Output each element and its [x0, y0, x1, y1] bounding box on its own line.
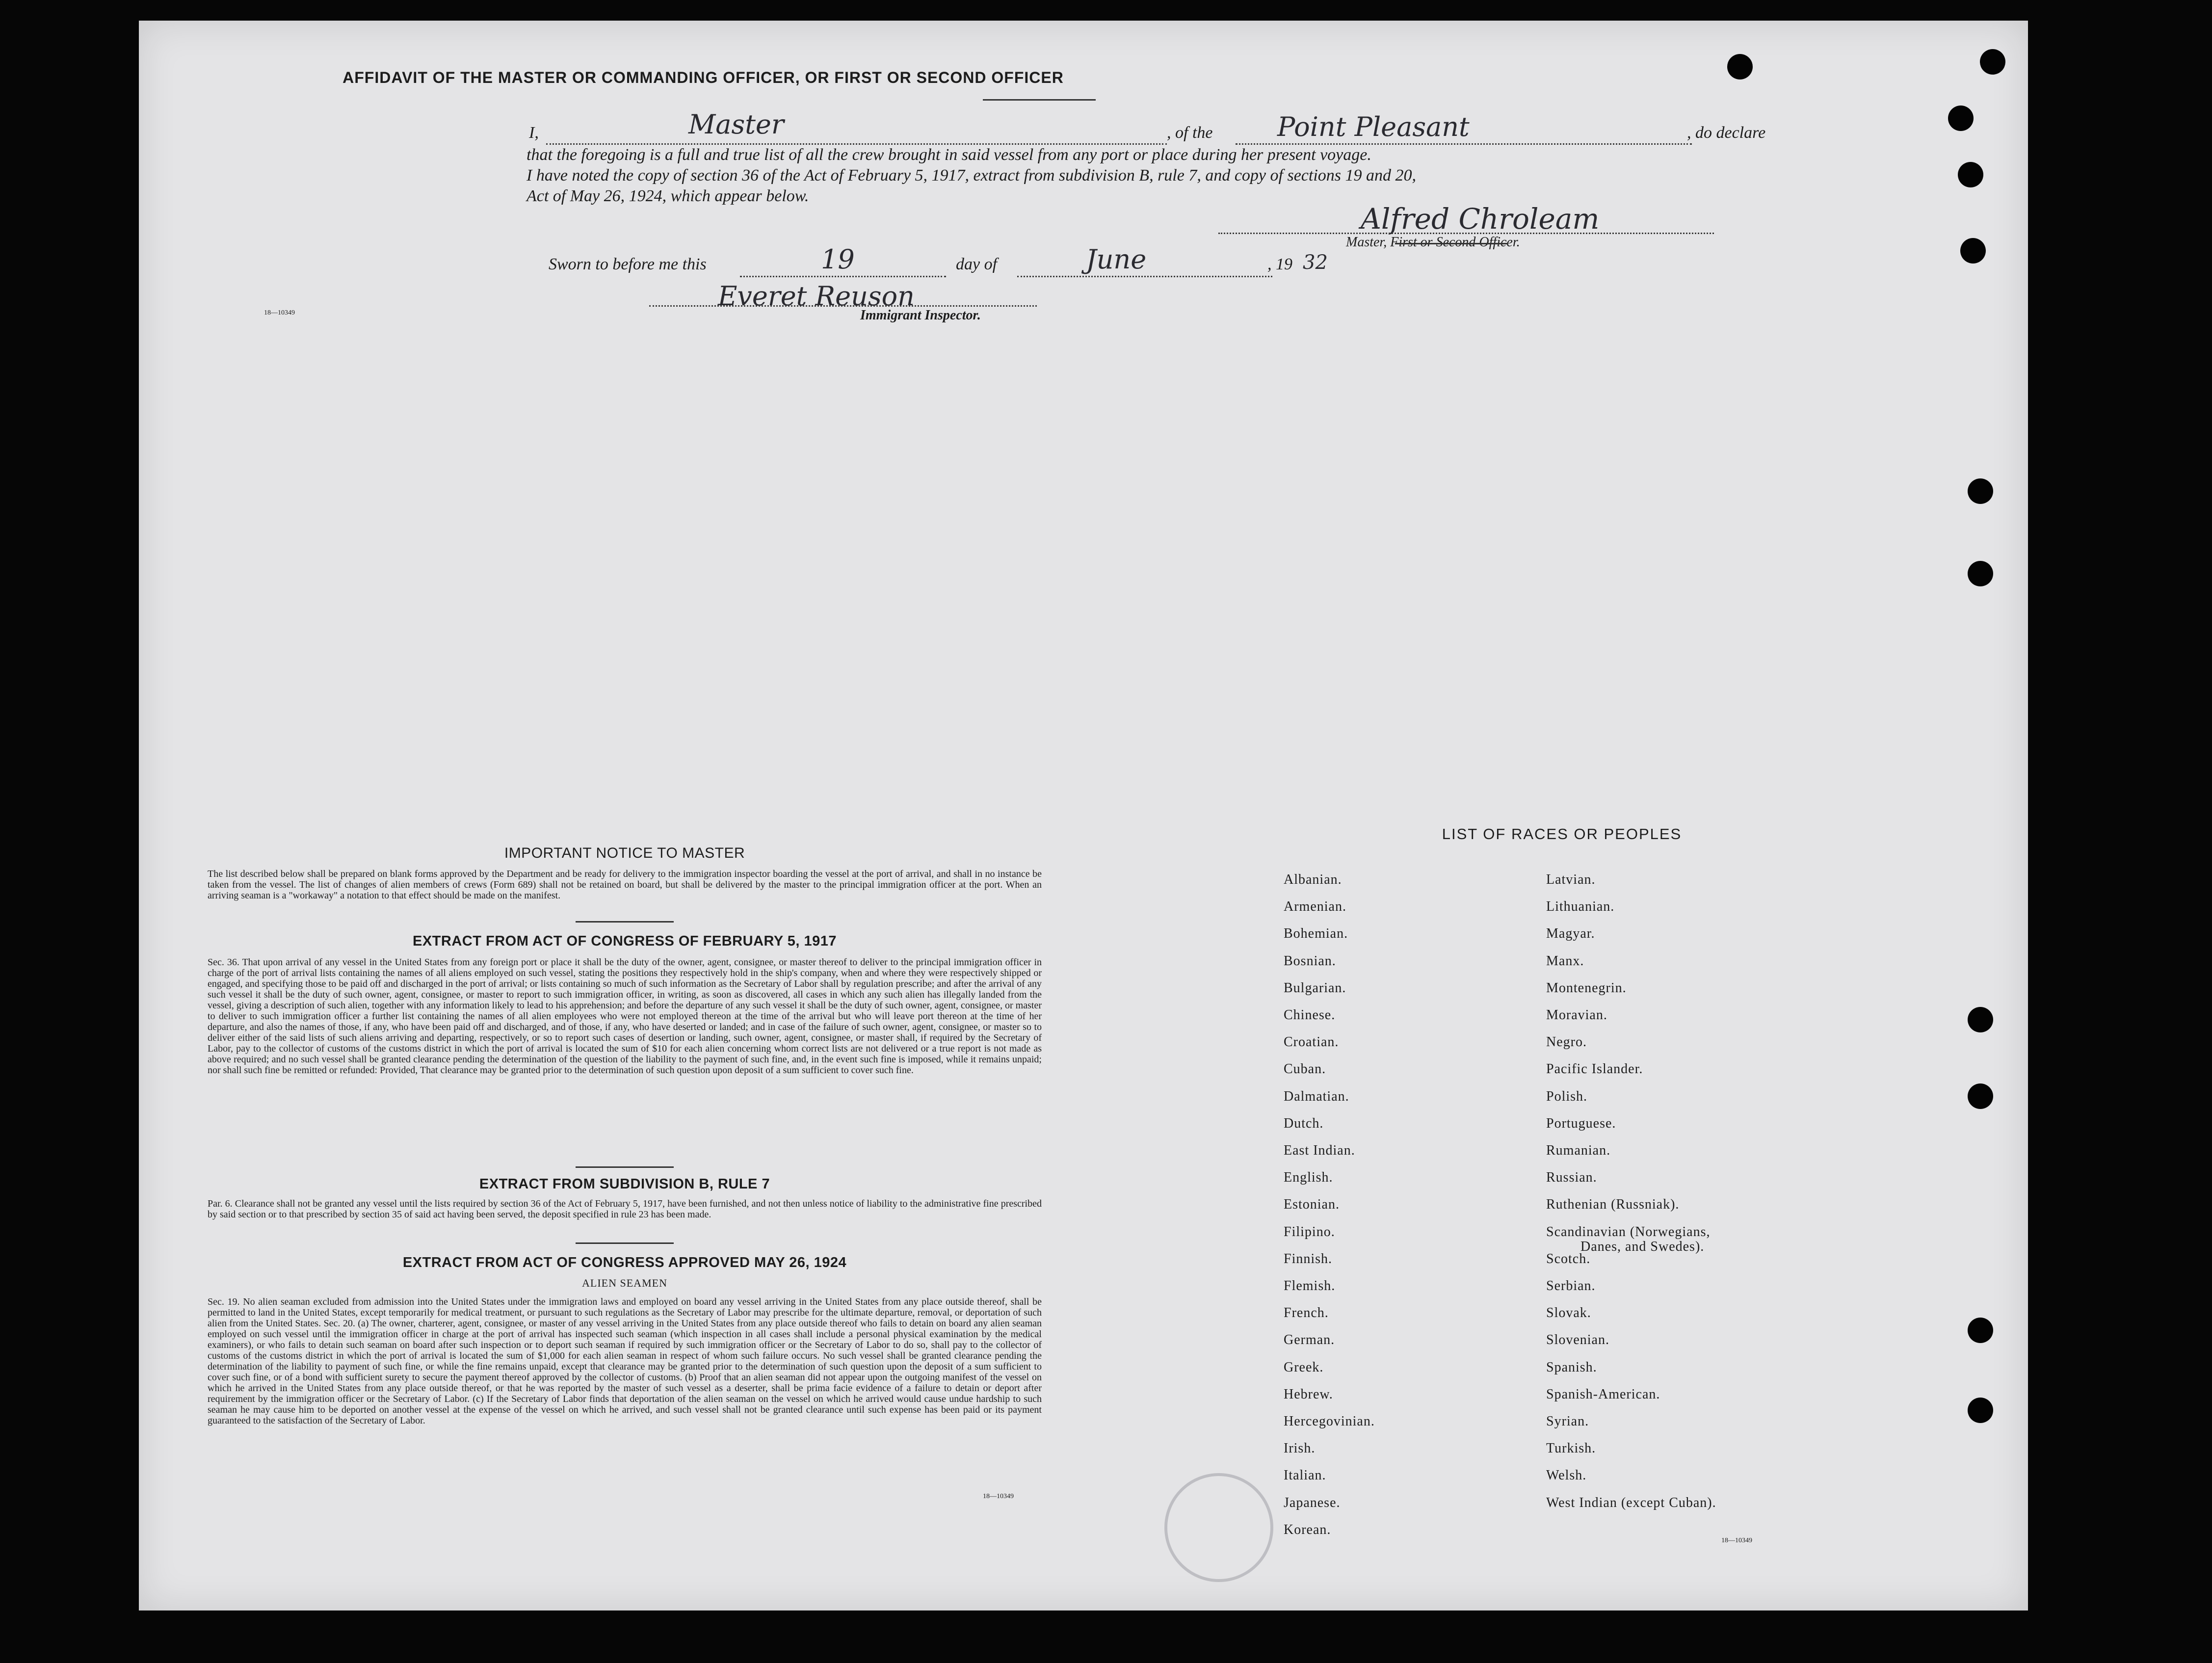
- strike-line: [1395, 243, 1508, 244]
- race-item: Magyar.: [1546, 926, 1595, 942]
- race-item: German.: [1284, 1332, 1335, 1348]
- race-item: Lithuanian.: [1546, 899, 1615, 915]
- race-item: Greek.: [1284, 1359, 1324, 1375]
- races-form-number: 18—10349: [1721, 1537, 1752, 1544]
- inspector-signature: Everet Reuson: [718, 281, 915, 312]
- race-item: Irish.: [1284, 1441, 1316, 1456]
- race-item: Cuban.: [1284, 1061, 1326, 1077]
- extract1-divider: [576, 1166, 674, 1168]
- extract2-body: Par. 6. Clearance shall not be granted any vessel until the lists required by section 36 of the Act of February 5, 1917, have been furnished, and not then unless notice of liability to the administrative fine prescribed by said section or to that prescribed by section 35 of said act having been served, the deposit specified in rule 23 has been made.: [208, 1198, 1042, 1220]
- notice-divider: [576, 921, 674, 923]
- race-item: Estonian.: [1284, 1197, 1340, 1213]
- punch-hole: [1948, 106, 1974, 131]
- declare-label: , do declare: [1687, 124, 1766, 142]
- races-title: LIST OF RACES OR PEOPLES: [1442, 825, 1682, 843]
- race-item: Slovenian.: [1546, 1332, 1609, 1348]
- race-item: Moravian.: [1546, 1007, 1607, 1023]
- race-item: Armenian.: [1284, 899, 1346, 915]
- signature-line: [1218, 233, 1714, 234]
- race-item: Portuguese.: [1546, 1115, 1616, 1131]
- race-item: Ruthenian (Russniak).: [1546, 1197, 1680, 1213]
- extract1-title: EXTRACT FROM ACT OF CONGRESS OF FEBRUARY 5, 1917: [412, 933, 837, 949]
- race-item: Albanian.: [1284, 872, 1342, 887]
- punch-hole: [1958, 162, 1983, 187]
- extract3-subtitle: ALIEN SEAMEN: [582, 1277, 667, 1289]
- punch-hole: [1968, 561, 1993, 586]
- race-item: West Indian (except Cuban).: [1546, 1495, 1716, 1510]
- race-item: Finnish.: [1284, 1251, 1333, 1267]
- race-item: Flemish.: [1284, 1278, 1336, 1293]
- race-item: Croatian.: [1284, 1034, 1339, 1050]
- race-item: Rumanian.: [1546, 1143, 1611, 1158]
- punch-hole: [1968, 1318, 1993, 1343]
- inspector-caption: Immigrant Inspector.: [860, 308, 981, 323]
- punch-hole: [1960, 238, 1986, 264]
- race-item: Hercegovinian.: [1284, 1414, 1375, 1429]
- race-item: Korean.: [1284, 1522, 1331, 1537]
- extract1-body: Sec. 36. That upon arrival of any vessel in the United States from any foreign port or place it shall be the duty of the owner, agent, consignee, or master thereof to deliver to the principal immigration officer in charge of the port of arrival lists containing the names of all aliens employed on such vessel, stating the positions they respectively hold in the ship's company, when and where they were respectively shipped or engaged, and specifying those to be paid off and discharged in the port of arrival; or lists containing so much of such information as the Secretary of Labor shall by regulation prescribe; and after the arrival of any such vessel it shall be the duty of such owner, agent, consignee, or master to report to such immigration officer, in writing, as soon as discovered, all cases in which any such alien has illegally landed from the vessel, giving a description of such alien, together with any information likely to lead to his apprehension; and before the departure of any such vessel it shall be the duty of such owner, agent, consignee, or master to deliver to such immigration officer a further list containing the names of all alien employees who were not employed thereon at the time of the arrival but who will leave port thereon at the time of her departure, and also the names of those, if any, who have been paid off and discharged, and of those, if any, who have deserted or landed; and in case of the failure of such owner, agent, consignee, or master so to deliver either of the said lists of such aliens arriving and departing, respectively, or so to report such cases of desertion or landing, such owner, agent, consignee, or master shall, if required by the Secretary of Labor, pay to the collector of customs of the customs district in which the port of arrival is located the sum of $10 for each alien concerning whom correct lists are not delivered or a true report is not made as above required; and no such vessel shall be granted clearance pending the determination of the question of the liability to the payment of such fine, and, in the event such fine is imposed, while it remains unpaid; nor shall such fine be remitted or refunded: Provided, That clearance may be granted prior to the determination of such question upon deposit of a sum sufficient to cover such fine.: [208, 957, 1042, 1076]
- race-item: Bulgarian.: [1284, 980, 1346, 996]
- year-label: , 19: [1267, 255, 1292, 273]
- race-item: Manx.: [1546, 953, 1584, 969]
- punch-hole: [1968, 1398, 1993, 1423]
- punch-hole: [1727, 54, 1753, 79]
- race-item: Syrian.: [1546, 1414, 1589, 1429]
- race-item: Filipino.: [1284, 1224, 1335, 1240]
- race-item: Spanish.: [1546, 1359, 1597, 1375]
- race-item: Spanish-American.: [1546, 1386, 1660, 1402]
- race-item: Latvian.: [1546, 872, 1596, 887]
- punch-hole: [1968, 1007, 1993, 1032]
- extract2-divider: [576, 1242, 674, 1244]
- race-item: Turkish.: [1546, 1441, 1596, 1456]
- race-item: Dalmatian.: [1284, 1088, 1349, 1104]
- notice-form-number: 18—10349: [983, 1493, 1014, 1500]
- inspector-form-number: 18—10349: [264, 309, 295, 317]
- document-page: [139, 21, 2028, 1610]
- sworn-day-handwritten: 19: [821, 244, 855, 275]
- master-signature: Alfred Chroleam: [1361, 202, 1600, 236]
- extract3-title: EXTRACT FROM ACT OF CONGRESS APPROVED MAY 26, 1924: [402, 1255, 847, 1270]
- race-item: French.: [1284, 1305, 1329, 1321]
- race-item: Danes, and Swedes).: [1580, 1239, 1705, 1254]
- race-item: English.: [1284, 1170, 1333, 1186]
- race-item: Slovak.: [1546, 1305, 1591, 1321]
- race-item: Pacific Islander.: [1546, 1061, 1643, 1077]
- notice-body: The list described below shall be prepared on blank forms approved by the Department and be ready for delivery to the immigration inspector boarding the vessel at the port of arrival, and shall in no instance be taken from the vessel. The list of changes of alien members of crews (Form 689) shall not be retained on board, but shall be delivered by the master to the principal immigration officer at the port. When an arriving seaman is a "workaway" a notation to that effect should be made on the manifest.: [208, 869, 1042, 901]
- officer-rank-handwritten: Master: [688, 109, 784, 140]
- race-item: Negro.: [1546, 1034, 1587, 1050]
- race-item: Bohemian.: [1284, 926, 1348, 942]
- race-item: Dutch.: [1284, 1115, 1324, 1131]
- race-item: Russian.: [1546, 1170, 1597, 1186]
- punch-hole: [1968, 1083, 1993, 1109]
- race-item: Polish.: [1546, 1088, 1588, 1104]
- race-item: Italian.: [1284, 1468, 1326, 1483]
- punch-hole: [1968, 478, 1993, 504]
- affidavit-line-2: that the foregoing is a full and true list of all the crew brought in said vessel from any port or place during her present voyage.: [527, 146, 1371, 164]
- affidavit-line-4: Act of May 26, 1924, which appear below.: [527, 187, 809, 205]
- sworn-month-handwritten: June: [1086, 244, 1147, 275]
- affidavit-line-3: I have noted the copy of section 36 of the Act of February 5, 1917, extract from subdivision B, rule 7, and copy of sections 19 and 20,: [527, 166, 1417, 185]
- race-item: Serbian.: [1546, 1278, 1596, 1293]
- notice-title: IMPORTANT NOTICE TO MASTER: [504, 845, 745, 861]
- vessel-name-handwritten: Point Pleasant: [1277, 111, 1470, 142]
- affidavit-i-label: I,: [529, 124, 539, 142]
- extract2-title: EXTRACT FROM SUBDIVISION B, RULE 7: [479, 1176, 770, 1192]
- affidavit-title: AFFIDAVIT OF THE MASTER OR COMMANDING OFFICER, OR FIRST OR SECOND OFFICER: [342, 69, 1064, 86]
- race-item: Bosnian.: [1284, 953, 1336, 969]
- vessel-underline: [1236, 143, 1692, 145]
- race-item: Chinese.: [1284, 1007, 1336, 1023]
- race-item: East Indian.: [1284, 1143, 1355, 1158]
- day-of-label: day of: [956, 255, 998, 273]
- race-item: Scandinavian (Norwegians,: [1546, 1224, 1711, 1240]
- extract3-body: Sec. 19. No alien seaman excluded from admission into the United States under the immigration laws and employed on board any vessel arriving in the United States from any place outside thereof, shall be permitted to land in the United States, except temporarily for medical treatment, or pursuant to such regulations as the Secretary of Labor may prescribe for the ultimate departure, removal, or deportation of such alien from the United States. Sec. 20. (a) The owner, charterer, agent, consignee, or master of any vessel arriving in the United States from any place outside thereof who fails to detain on board any alien seaman employed on such vessel until the immigration officer in charge at the port of arrival has inspected such seaman (which inspection in all cases shall include a personal physical examination by the medical examiners), or who fails to detain such seaman on board after such inspection or to deport such seaman if required by such immigration officer or the Secretary of Labor to do so, shall pay to the collector of customs of the customs district in which the port of arrival is located the sum of $1,000 for each alien seaman in respect of whom such failure occurs. No such vessel shall be granted clearance pending the determination of the liability to payment of such fine, or while the fine remains unpaid, except that clearance may be granted prior to the determination of such question upon the deposit of a sum sufficient to cover such fine, or of a bond with sufficient surety to secure the payment thereof approved by the collector of customs. (b) Proof that an alien seaman did not appear upon the outgoing manifest of the vessel on which he arrived in the United States from any place outside thereof, or that he was reported by the master of such vessel as a deserter, shall be prima facie evidence of a failure to detain or deport after requirement by the immigration officer or the Secretary of Labor. (c) If the Secretary of Labor finds that deportation of the alien seaman on the vessel on which he arrived would cause undue hardship to such seaman he may cause him to be deported on another vessel at the expense of the vessel on which he arrived, and such vessel shall not be granted clearance until such expense has been paid or its payment guaranteed to the satisfaction of the Secretary of Labor.: [208, 1296, 1042, 1426]
- race-item: Japanese.: [1284, 1495, 1341, 1510]
- notice-column: [208, 21, 1042, 1610]
- sworn-label: Sworn to before me this: [549, 255, 707, 273]
- punch-hole: [1980, 49, 2005, 75]
- of-the-label: , of the: [1167, 124, 1213, 142]
- race-item: Hebrew.: [1284, 1386, 1333, 1402]
- year-handwritten: 32: [1303, 251, 1328, 274]
- race-item: Welsh.: [1546, 1468, 1587, 1483]
- signature-caption: Master, First or Second Officer.: [1346, 235, 1520, 250]
- race-item: Montenegrin.: [1546, 980, 1627, 996]
- inspection-stamp: [1164, 1473, 1273, 1582]
- race-item: Scotch.: [1546, 1251, 1591, 1267]
- month-underline: [1017, 276, 1272, 277]
